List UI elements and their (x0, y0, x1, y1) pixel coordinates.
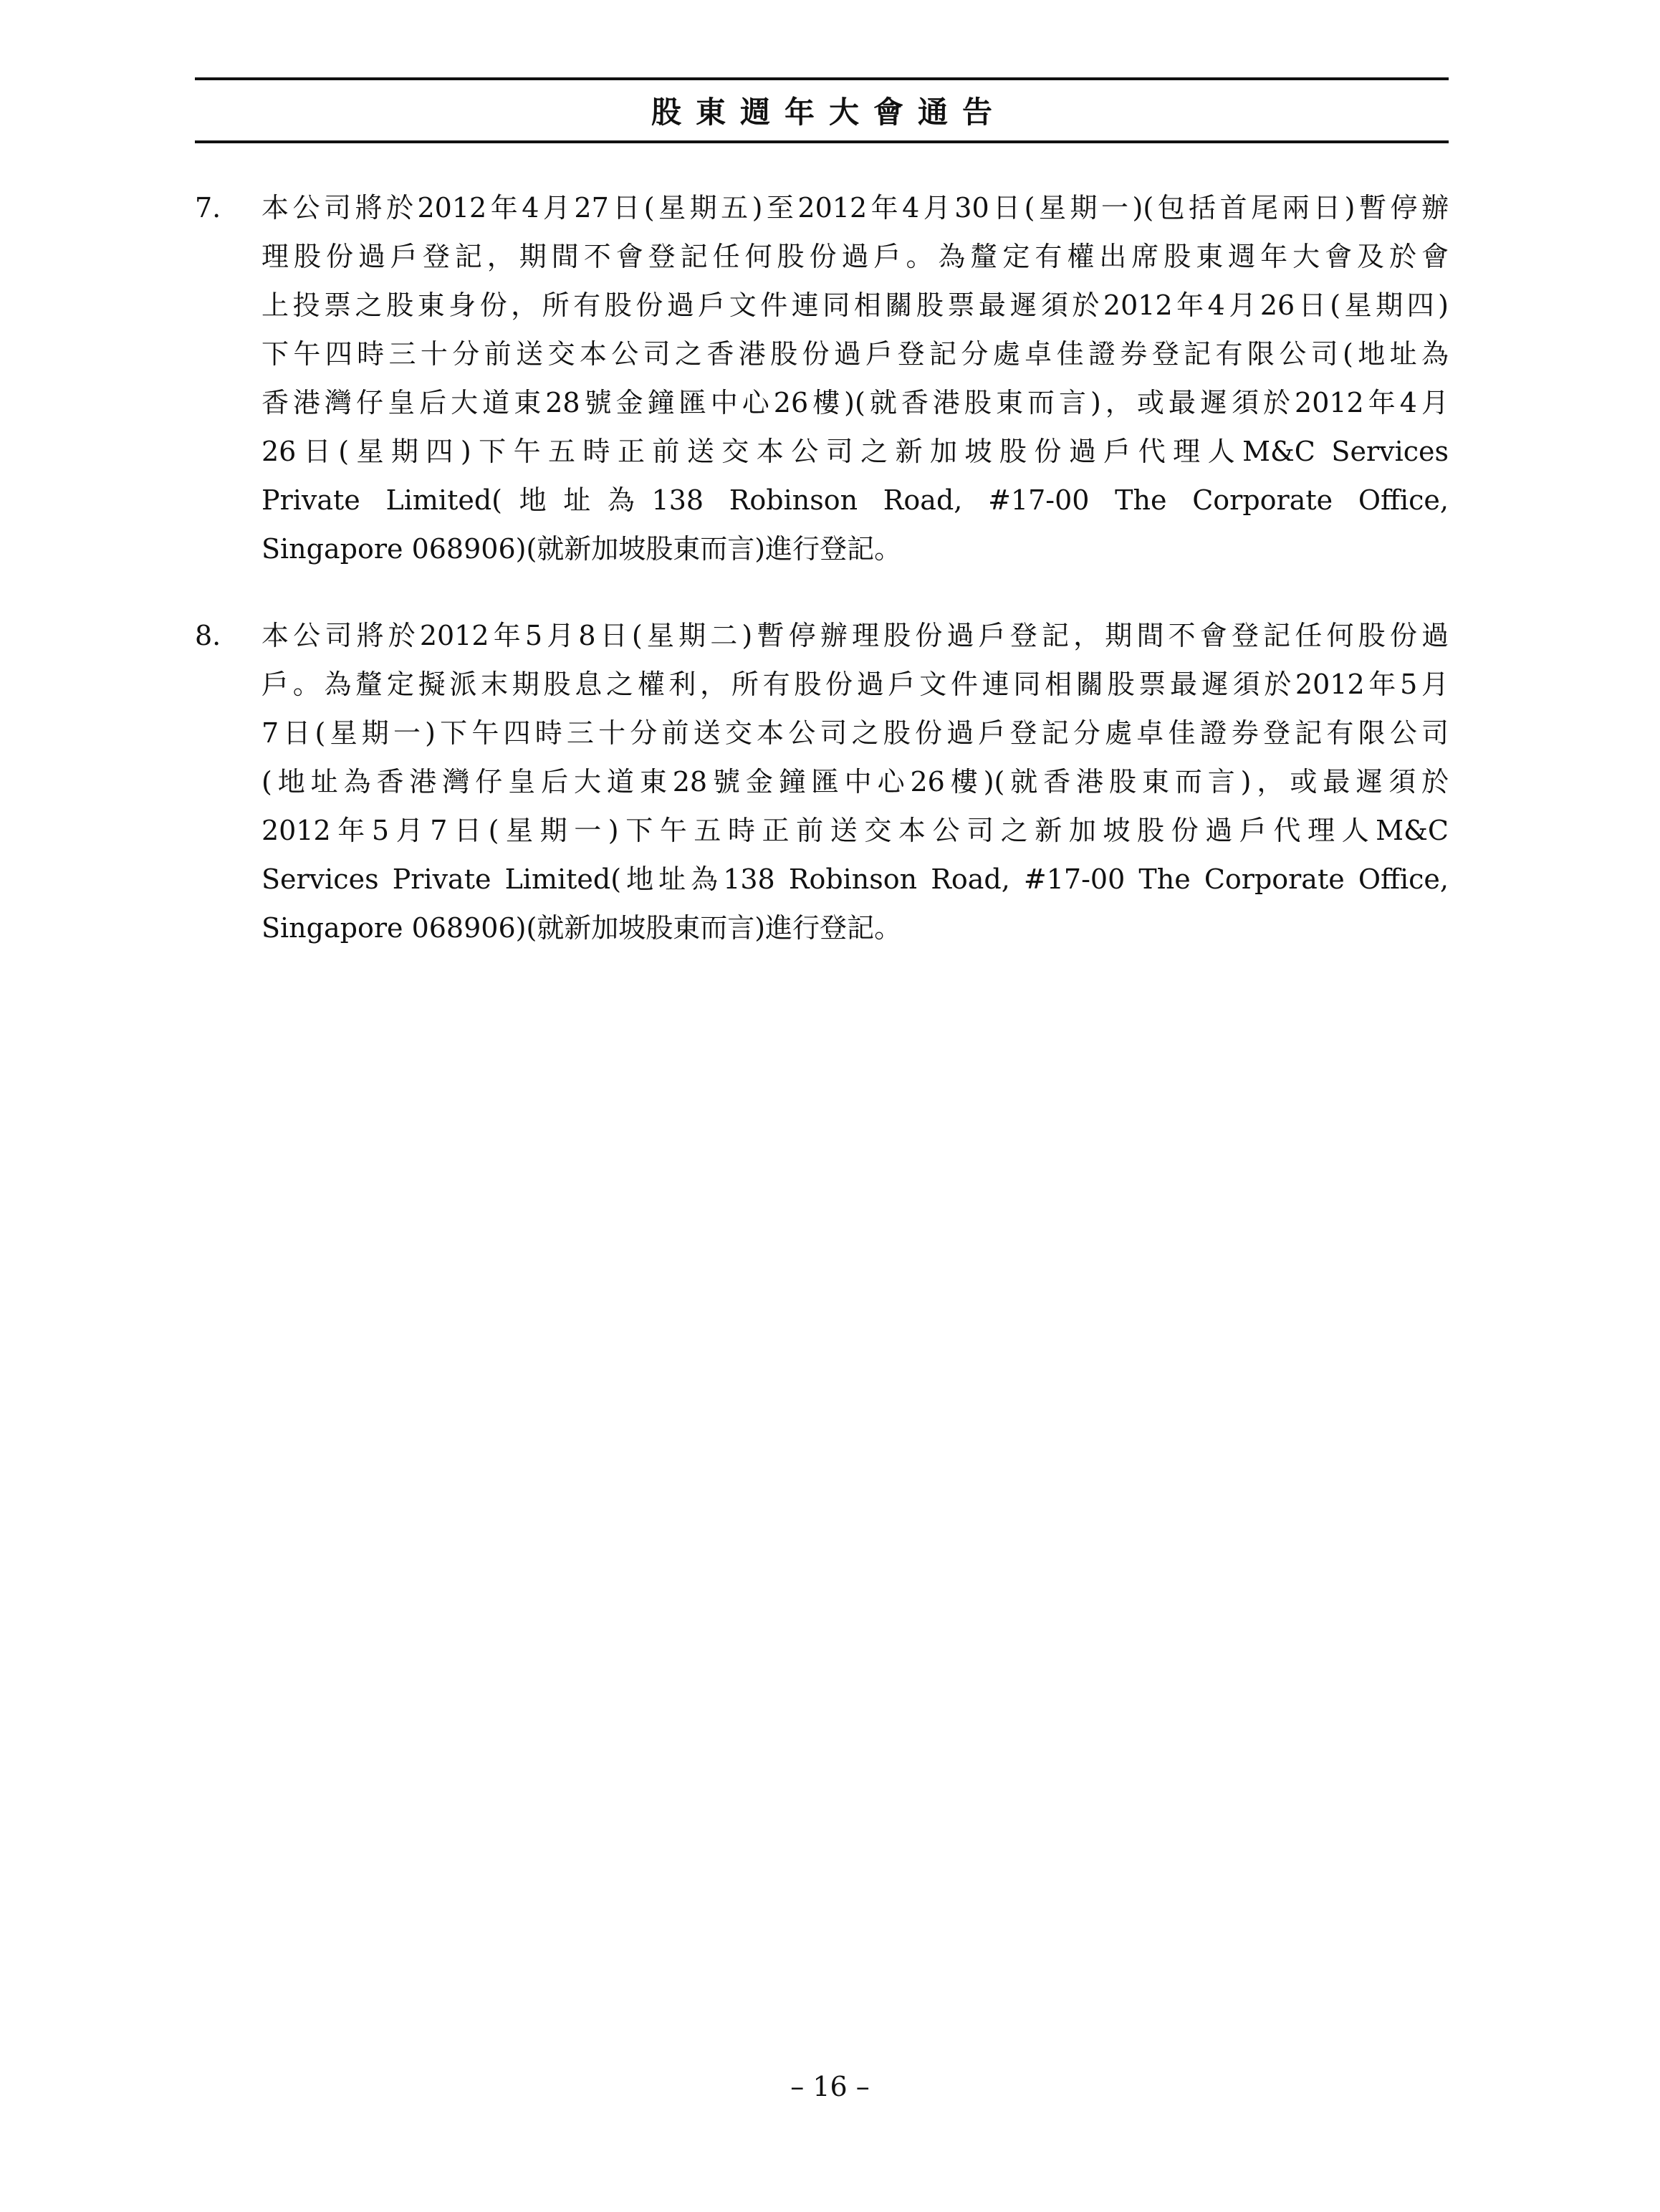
paragraph-line: 下午四時三十分前送交本公司之香港股份過戶登記分處卓佳證券登記有限公司(地址為 (262, 338, 1449, 370)
paragraph-line: Singapore 068906)(就新加坡股東而言)進行登記。 (262, 912, 902, 944)
paragraph-line: Singapore 068906)(就新加坡股東而言)進行登記。 (262, 533, 902, 565)
page-header (195, 77, 1449, 143)
notice-item-8 (195, 611, 1449, 952)
item-number: 8. (195, 620, 221, 651)
paragraph-line: 26日(星期四)下午五時正前送交本公司之新加坡股份過戶代理人M&C Services (262, 436, 1449, 467)
item-paragraph (262, 611, 1449, 952)
paragraph-line: 2012年5月7日(星期一)下午五時正前送交本公司之新加坡股份過戶代理人M&C (262, 815, 1449, 846)
paragraph-line: Private Limited(地址為138 Robinson Road, #17-00 The Corporate Office, (262, 484, 1449, 516)
paragraph-line: 本公司將於2012年5月8日(星期二)暫停辦理股份過戶登記，期間不會登記任何股份過 (262, 620, 1449, 651)
paragraph-line: (地址為香港灣仔皇后大道東28號金鐘匯中心26樓)(就香港股東而言)，或最遲須於 (262, 766, 1449, 798)
paragraph-line: 香港灣仔皇后大道東28號金鐘匯中心26樓)(就香港股東而言)，或最遲須於2012年4月 (262, 387, 1449, 418)
paragraph-line: 本公司將於2012年4月27日(星期五)至2012年4月30日(星期一)(包括首尾兩日)暫停辦 (262, 192, 1449, 224)
paragraph-line: 戶。為釐定擬派末期股息之權利，所有股份過戶文件連同相關股票最遲須於2012年5月 (262, 669, 1449, 700)
paragraph-line: 理股份過戶登記，期間不會登記任何股份過戶。為釐定有權出席股東週年大會及於會 (262, 241, 1449, 272)
page-title: 股東週年大會通告 (651, 95, 1007, 130)
item-number: 7. (195, 192, 221, 224)
paragraph-line: 7日(星期一)下午四時三十分前送交本公司之股份過戶登記分處卓佳證券登記有限公司 (262, 717, 1449, 749)
notice-item-7 (195, 183, 1449, 573)
paragraph-line: 上投票之股東身份，所有股份過戶文件連同相關股票最遲須於2012年4月26日(星期四) (262, 289, 1449, 321)
paragraph-line: Services Private Limited(地址為138 Robinson Road, #17-00 The Corporate Office, (262, 863, 1449, 895)
page-number: – 16 – (790, 2071, 870, 2102)
item-paragraph (262, 183, 1449, 573)
